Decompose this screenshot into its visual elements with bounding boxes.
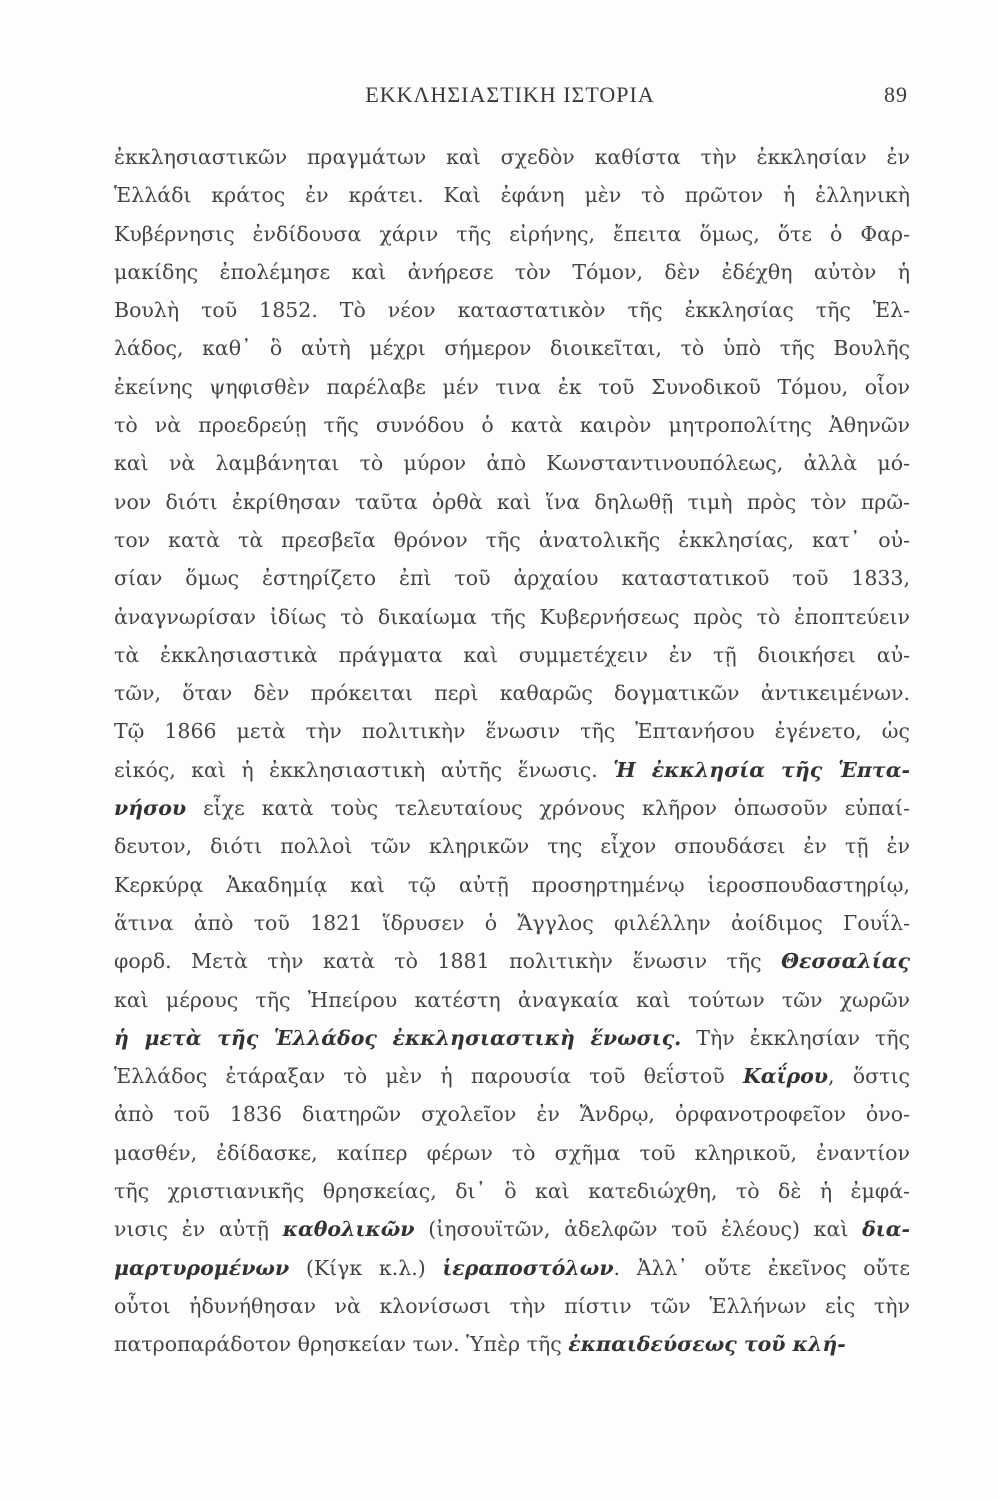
text-run: καὶ μέρους τῆς Ἠπείρου κατέστη ἀναγκαία καὶ τούτων τῶν χωρῶν bbox=[114, 987, 910, 1012]
text-line bbox=[114, 1249, 910, 1287]
text-line bbox=[114, 1057, 910, 1095]
text-line bbox=[114, 789, 910, 827]
text-run: σίαν ὅμως ἐστηρίζετο ἐπὶ τοῦ ἀρχαίου καταστατικοῦ τοῦ 1833, bbox=[114, 566, 910, 591]
text-line bbox=[114, 559, 910, 597]
text-line bbox=[114, 1134, 910, 1172]
text-run: ἅτινα ἀπὸ τοῦ 1821 ἵδρυσεν ὁ Ἄγγλος φιλέλλην ἀοίδιμος Γουΐλ- bbox=[114, 910, 910, 935]
text-run: μασθέν, ἐδίδασκε, καίπερ φέρων τὸ σχῆμα τοῦ κληρικοῦ, ἐναντίον bbox=[114, 1140, 910, 1165]
text-run: τῶν, ὅταν δὲν πρόκειται περὶ καθαρῶς δογματικῶν ἀντικειμένων. bbox=[114, 681, 910, 706]
text-run: τὸ νὰ προεδρεύῃ τῆς συνόδου ὁ κατὰ καιρὸν μητροπολίτης Ἀθηνῶν bbox=[114, 413, 910, 438]
text-run: ἀπὸ τοῦ 1836 διατηρῶν σχολεῖον ἐν Ἄνδρῳ, ὀρφανοτροφεῖον ὀνο- bbox=[114, 1102, 910, 1127]
text-line bbox=[114, 1095, 910, 1133]
text-line bbox=[114, 1019, 910, 1057]
emphasized-text: νήσου bbox=[114, 796, 187, 821]
text-run: καὶ νὰ λαμβάνηται τὸ μύρον ἀπὸ Κωνσταντινουπόλεως, ἀλλὰ μό- bbox=[114, 451, 910, 476]
text-run: λάδος, καθ᾽ ὃ αὐτὴ μέχρι σήμερον διοικεῖται, τὸ ὑπὸ τῆς Βουλῆς bbox=[114, 336, 910, 361]
text-run: φορδ. Μετὰ τὴν κατὰ τὸ 1881 πολιτικὴν ἕνωσιν τῆς bbox=[114, 949, 782, 974]
emphasized-text: Ἡ ἐκκλησία τῆς Ἑπτα- bbox=[613, 757, 910, 782]
text-line bbox=[114, 674, 910, 712]
text-run: τῆς χριστιανικῆς θρησκείας, δι᾽ ὃ καὶ κατεδιώχθη, τὸ δὲ ἡ ἐμφά- bbox=[114, 1179, 910, 1204]
emphasized-text: δια- bbox=[862, 1217, 910, 1242]
text-run: δευτον, διότι πολλοὶ τῶν κληρικῶν της εἶχον σπουδάσει ἐν τῇ ἐν bbox=[114, 834, 910, 859]
text-line bbox=[114, 1287, 910, 1325]
body-text bbox=[114, 138, 910, 1364]
text-line bbox=[114, 291, 910, 329]
emphasized-text: μαρτυρομένων bbox=[114, 1255, 290, 1280]
text-line bbox=[114, 368, 910, 406]
running-title: ΕΚΚΛΗΣΙΑΣΤΙΚΗ ΙΣΤΟΡΙΑ bbox=[365, 82, 655, 107]
text-run: , ὅστις bbox=[828, 1064, 910, 1089]
text-line bbox=[114, 1325, 910, 1363]
text-run: ἀναγνωρίσαν ἰδίως τὸ δικαίωμα τῆς Κυβερνήσεως πρὸς τὸ ἐποπτεύειν bbox=[114, 604, 910, 629]
page-number: 89 bbox=[884, 82, 908, 107]
text-line bbox=[114, 483, 910, 521]
emphasized-text: καθολικῶν bbox=[282, 1217, 415, 1242]
text-line bbox=[114, 866, 910, 904]
text-line bbox=[114, 1172, 910, 1210]
text-run: οὗτοι ἠδυνήθησαν νὰ κλονίσωσι τὴν πίστιν τῶν Ἑλλήνων εἰς τὴν bbox=[114, 1293, 910, 1318]
text-line bbox=[114, 712, 910, 750]
emphasized-text: Καΐρου bbox=[742, 1064, 829, 1089]
text-run: ἐκκλησιαστικῶν πραγμάτων καὶ σχεδὸν καθίστα τὴν ἐκκλησίαν ἐν bbox=[114, 145, 910, 169]
text-run: νον διότι ἐκρίθησαν ταῦτα ὀρθὰ καὶ ἵνα δηλωθῇ τιμὴ πρὸς τὸν πρῶ- bbox=[114, 489, 910, 514]
text-run: Κερκύρᾳ Ἀκαδημίᾳ καὶ τῷ αὐτῇ προσηρτημένῳ ἱεροσπουδαστηρίῳ, bbox=[114, 872, 910, 897]
text-line bbox=[114, 406, 910, 444]
emphasized-text: ἡ μετὰ τῆς Ἑλλάδος ἐκκλησιαστικὴ ἕνωσις. bbox=[114, 1025, 682, 1050]
text-run: νισις ἐν αὐτῇ bbox=[114, 1217, 283, 1242]
text-run: Κυβέρνησις ἐνδίδουσα χάριν τῆς εἰρήνης, ἔπειτα ὅμως, ὅτε ὁ Φαρ- bbox=[114, 221, 910, 246]
text-line bbox=[114, 751, 910, 789]
text-line bbox=[114, 827, 910, 865]
text-line bbox=[114, 329, 910, 367]
text-run: εἶχε κατὰ τοὺς τελευταίους χρόνους κλῆρον ὁπωσοῦν εὐπαί- bbox=[186, 796, 910, 821]
text-run: Ἑλλάδος ἐτάραξαν τὸ μὲν ἡ παρουσία τοῦ θεΐστοῦ bbox=[114, 1064, 743, 1089]
text-run: Βουλὴ τοῦ 1852. Τὸ νέον καταστατικὸν τῆς ἐκκλησίας τῆς Ἑλ- bbox=[114, 298, 910, 323]
text-run: (ἰησουϊτῶν, ἀδελφῶν τοῦ ἐλέους) καὶ bbox=[414, 1217, 863, 1242]
text-run: τὰ ἐκκλησιαστικὰ πράγματα καὶ συμμετέχειν ἐν τῇ διοικήσει αὐ- bbox=[114, 642, 910, 667]
text-line bbox=[114, 1210, 910, 1248]
text-run: πατροπαράδοτον θρησκείαν των. Ὑπὲρ τῆς bbox=[114, 1332, 569, 1357]
text-run: . Ἀλλ᾽ οὔτε ἐκεῖνος οὔτε bbox=[613, 1255, 910, 1280]
text-run: εἰκός, καὶ ἡ ἐκκλησιαστικὴ αὐτῆς ἕνωσις. bbox=[114, 757, 614, 782]
text-run: Τὴν ἐκκλησίαν τῆς bbox=[681, 1025, 910, 1050]
text-line bbox=[114, 138, 910, 176]
text-line bbox=[114, 521, 910, 559]
text-line bbox=[114, 444, 910, 482]
text-run: τον κατὰ τὰ πρεσβεῖα θρόνον τῆς ἀνατολικῆς ἐκκλησίας, κατ᾽ οὐ- bbox=[114, 527, 910, 552]
text-line bbox=[114, 942, 910, 980]
emphasized-text: ἐκπαιδεύσεως τοῦ κλή- bbox=[568, 1332, 846, 1357]
text-run: (Κίγκ κ.λ.) bbox=[289, 1255, 443, 1280]
text-run: Τῷ 1866 μετὰ τὴν πολιτικὴν ἕνωσιν τῆς Ἑπτανήσου ἐγένετο, ὡς bbox=[114, 719, 910, 744]
text-line bbox=[114, 215, 910, 253]
text-line bbox=[114, 981, 910, 1019]
text-run: ἐκείνης ψηφισθὲν παρέλαβε μέν τινα ἐκ τοῦ Συνοδικοῦ Τόμου, οἷον bbox=[114, 374, 910, 399]
emphasized-text: ἱεραποστόλων bbox=[442, 1255, 614, 1280]
text-run: Ἑλλάδι κράτος ἐν κράτει. Καὶ ἐφάνη μὲν τὸ πρῶτον ἡ ἑλληνικὴ bbox=[114, 183, 910, 208]
text-line bbox=[114, 636, 910, 674]
text-line bbox=[114, 904, 910, 942]
text-line bbox=[114, 176, 910, 214]
text-line bbox=[114, 253, 910, 291]
running-header bbox=[112, 74, 908, 110]
text-run: μακίδης ἐπολέμησε καὶ ἀνήρεσε τὸν Τόμον, δὲν ἐδέχθη αὐτὸν ἡ bbox=[114, 259, 910, 284]
emphasized-text: Θεσσαλίας bbox=[781, 949, 910, 974]
text-line bbox=[114, 598, 910, 636]
